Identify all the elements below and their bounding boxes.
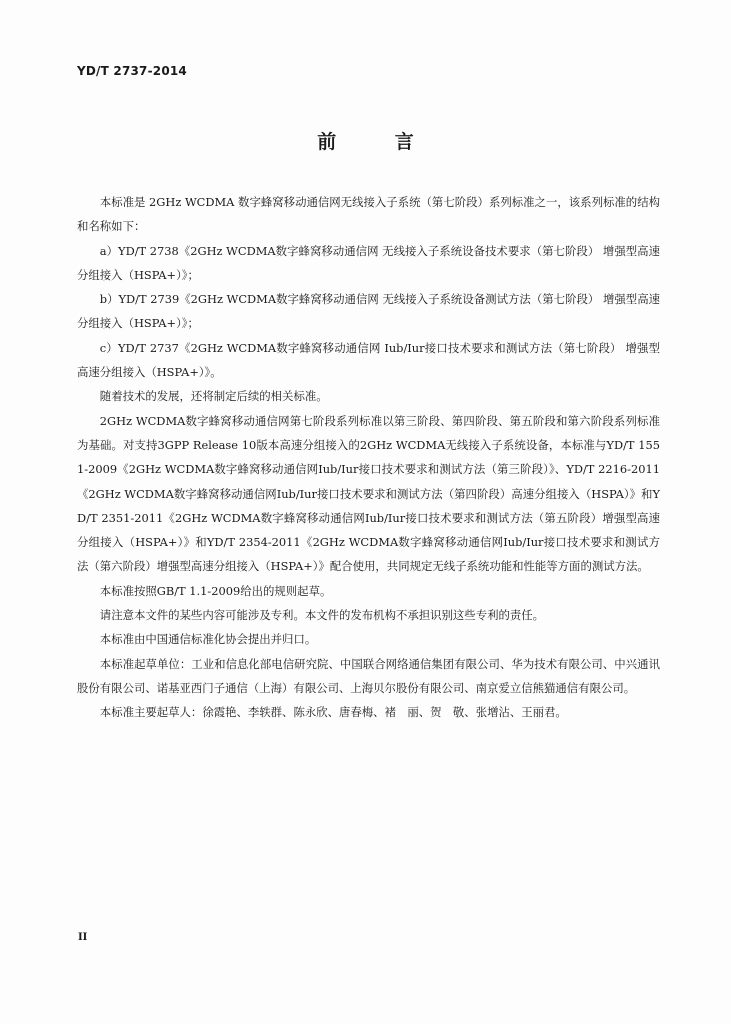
page-number: II [78,932,88,943]
paragraph-future-standards: 随着技术的发展，还将制定后续的相关标准。 [99,389,328,404]
paragraph-drafting-rules: 本标准按照GB/T 1.1-2009给出的规则起草。 [99,583,332,598]
paragraph-item-a: a）YD/T 2738《2GHz WCDMA数字蜂窝移动通信网 无线接入子系统设备技术要求（第七阶段） 增强型高速分组接入（HSPA+）》； [77,243,660,282]
paragraph-intro: 本标准是 2GHz WCDMA 数字蜂窝移动通信网无线接入子系统（第七阶段）系列标准之一，该系列标准的结构和名称如下： [77,195,660,234]
paragraph-drafters: 本标准主要起草人：徐霞艳、李轶群、陈永欣、唐春梅、褚 丽、贺 敬、张增沾、王丽君。 [99,705,567,720]
page-title: 前 言 [317,131,440,153]
paragraph-item-b: b）YD/T 2739《2GHz WCDMA数字蜂窝移动通信网 无线接入子系统设备测试方法（第七阶段） 增强型高速分组接入（HSPA+）》； [77,292,660,331]
paragraph-item-c: c）YD/T 2737《2GHz WCDMA数字蜂窝移动通信网 Iub/Iur接口技术要求和测试方法（第七阶段） 增强型高速分组接入（HSPA+）》。 [77,340,660,380]
foreword-body [77,190,660,725]
paragraph-series-basis: 2GHz WCDMA数字蜂窝移动通信网第七阶段系列标准以第三阶段、第四阶段、第五阶段和第六阶段系列标准为基础。对支持3GPP Release 10版本高速分组接入的2GHz WCDMA无线接入子系统设备，本标准与YD/T 1551-2009《2GHz WCDMA数字蜂窝移动通信网Iub/Iur接口技术要求和测试方法（第三阶段）》、YD/T 2216-2011《2GHz WCDMA数字蜂窝移动通信网Iub/Iur接口技术要求和测试方法（第四阶段）高速分组接入（HSPA）》和YD/T 2351-2011《2GHz WCDMA数字蜂窝移动通信网Iub/Iur接口技术要求和测试方法（第五阶段）增强型高速分组接入（HSPA+）》和YD/T 2354-2011《2GHz WCDMA数字蜂窝移动通信网Iub/Iur接口技术要求和测试方法（第六阶段）增强型高速分组接入（HSPA+）》配合使用，共同规定无线子系统功能和性能等方面的测试方法。 [77,413,660,574]
paragraph-drafting-units: 本标准起草单位：工业和信息化部电信研究院、中国联合网络通信集团有限公司、华为技术有限公司、中兴通讯股份有限公司、诺基亚西门子通信（上海）有限公司、上海贝尔股份有限公司、南京爱立信熊猫通信有限公司。 [77,656,660,695]
document-code: YD/T 2737-2014 [77,64,187,78]
paragraph-proposer: 本标准由中国通信标准化协会提出并归口。 [99,632,317,647]
paragraph-patent-notice: 请注意本文件的某些内容可能涉及专利。本文件的发布机构不承担识别这些专利的责任。 [99,608,545,623]
